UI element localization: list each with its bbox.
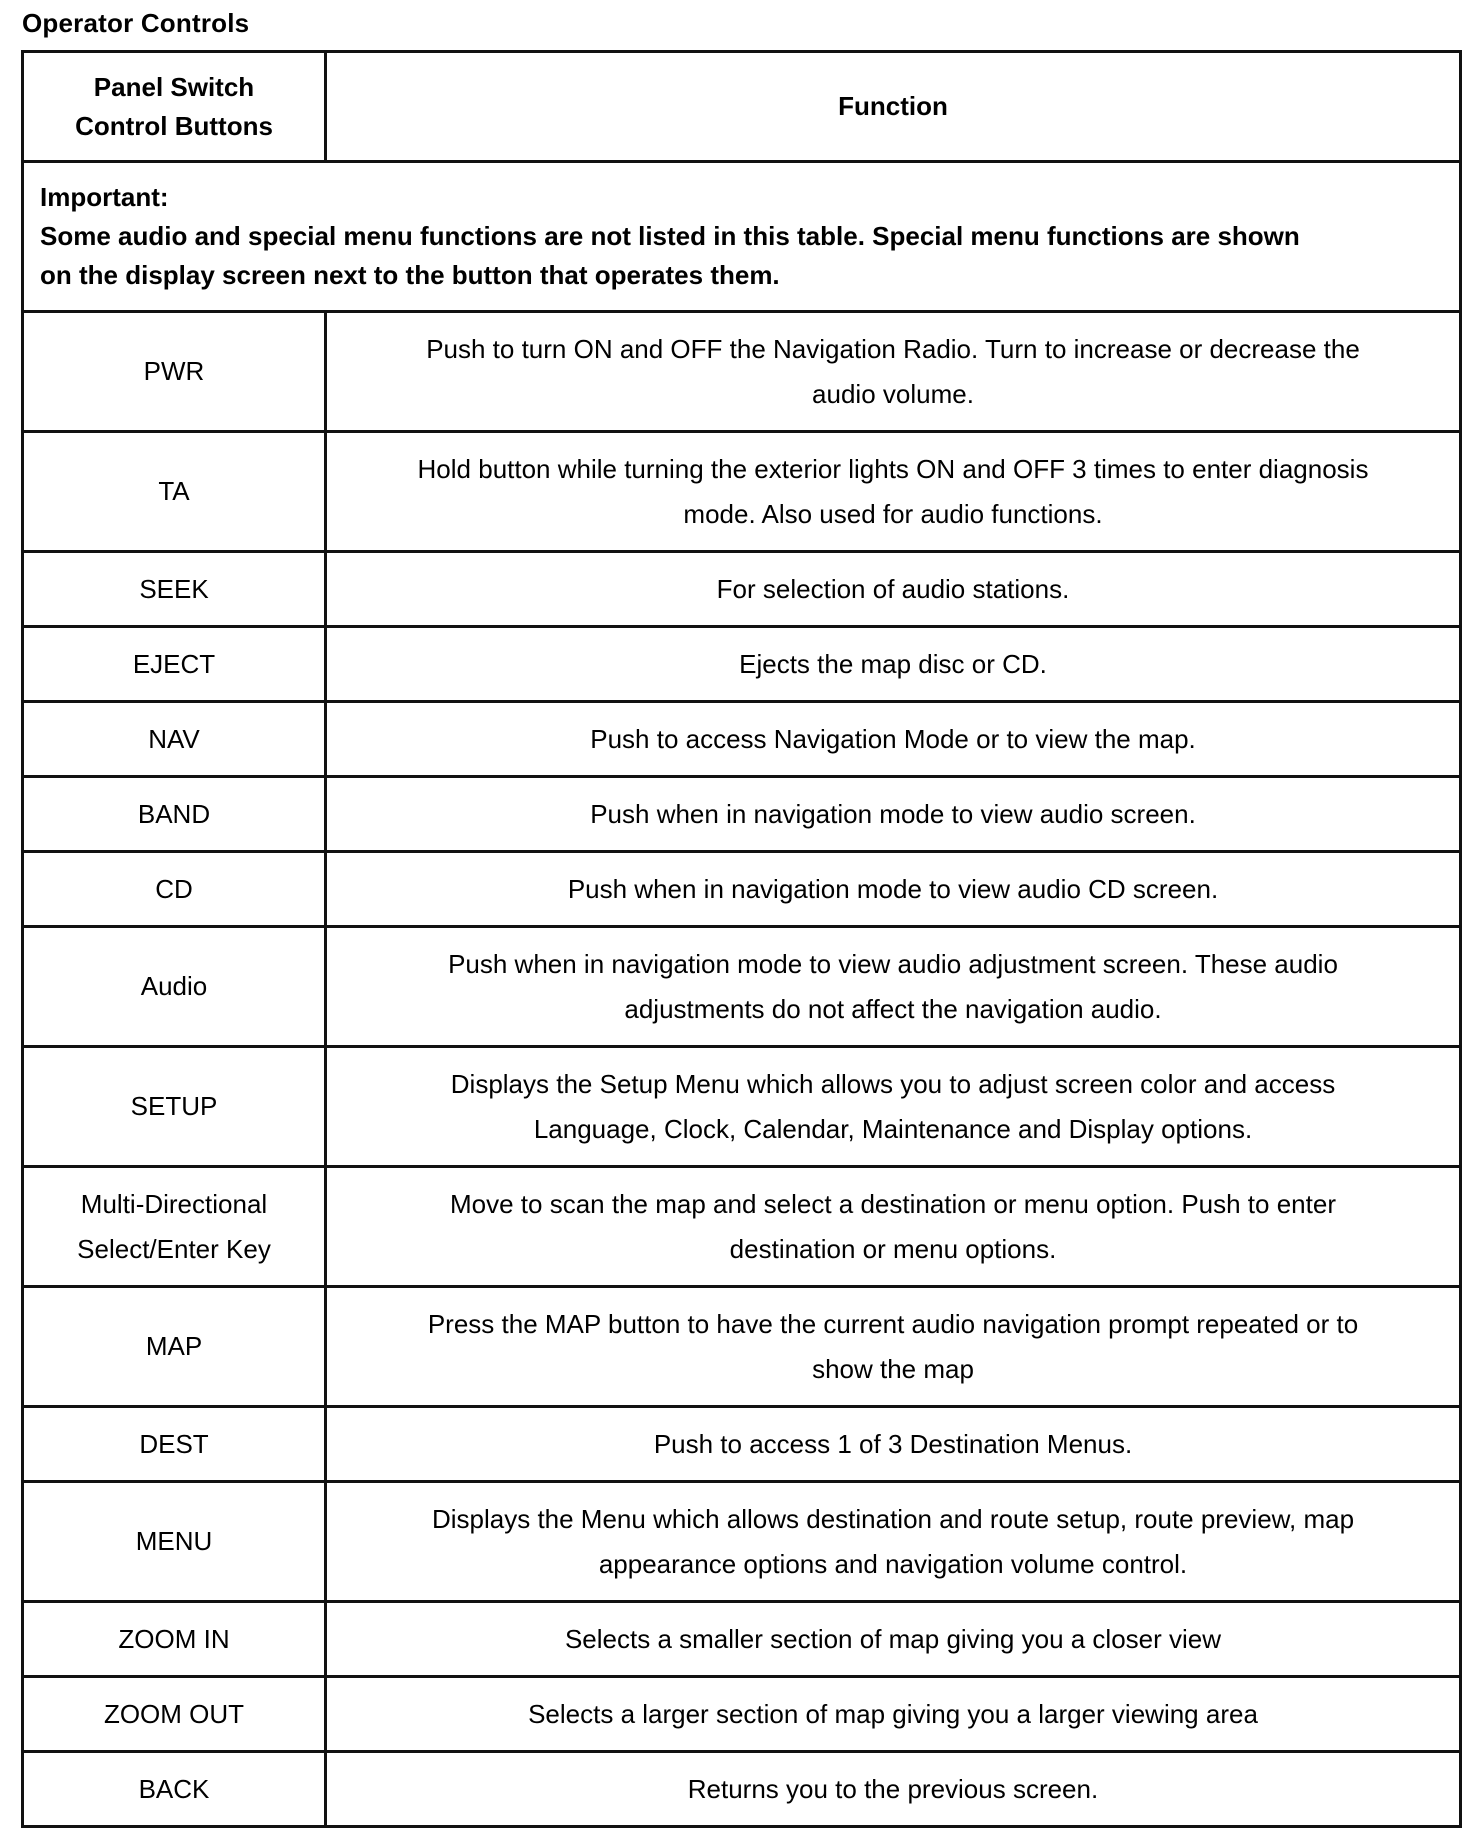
important-note	[23, 162, 1461, 312]
button-name-cell	[23, 852, 326, 927]
function-description: Hold button while turning the exterior lights ON and OFF 3 times to enter diagnosis	[417, 453, 1369, 484]
header-panel-switch-line2: Control Buttons	[75, 110, 273, 141]
important-text-line2: on the display screen next to the button that operates them.	[40, 260, 780, 290]
function-description-cell	[326, 1752, 1461, 1827]
table-row	[23, 1167, 1461, 1287]
button-name: SETUP	[130, 1091, 218, 1121]
table-row	[23, 552, 1461, 627]
button-name: MAP	[145, 1331, 203, 1361]
button-name-cell	[23, 702, 326, 777]
function-description: Ejects the map disc or CD.	[739, 648, 1047, 679]
button-name: Multi-Directional	[80, 1188, 268, 1219]
function-description: Move to scan the map and select a destination or menu option. Push to enter	[450, 1188, 1336, 1219]
important-note-row	[23, 162, 1461, 312]
function-description: destination or menu options.	[729, 1233, 1057, 1264]
important-text-line1: Some audio and special menu functions are not listed in this table. Special menu functions are shown	[40, 221, 1300, 251]
table-row	[23, 432, 1461, 552]
function-description-cell	[326, 1167, 1461, 1287]
table-row	[23, 1752, 1461, 1827]
function-description: appearance options and navigation volume control.	[598, 1548, 1188, 1579]
button-name-cell	[23, 927, 326, 1047]
important-label: Important:	[40, 182, 169, 212]
function-description: Push when in navigation mode to view audio screen.	[590, 798, 1196, 829]
table-row	[23, 1047, 1461, 1167]
table-row	[23, 627, 1461, 702]
header-panel-switch	[23, 52, 326, 162]
table-header-row	[23, 52, 1461, 162]
function-description: For selection of audio stations.	[716, 573, 1070, 604]
function-description-cell	[326, 777, 1461, 852]
button-name: ZOOM IN	[118, 1623, 230, 1654]
function-description-cell	[326, 1047, 1461, 1167]
function-description: Displays the Setup Menu which allows you to adjust screen color and access	[450, 1068, 1336, 1099]
button-name: CD	[155, 873, 193, 904]
button-name: NAV	[148, 723, 200, 754]
button-name: EJECT	[132, 648, 216, 679]
button-name: BACK	[138, 1773, 210, 1804]
function-description: Selects a larger section of map giving you a larger viewing area	[528, 1698, 1258, 1729]
button-name-cell	[23, 777, 326, 852]
function-description-cell	[326, 312, 1461, 432]
table-row	[23, 1482, 1461, 1602]
button-name: Audio	[140, 971, 208, 1001]
function-description: show the map	[812, 1353, 974, 1384]
button-name-cell	[23, 1287, 326, 1407]
table-row	[23, 312, 1461, 432]
function-description: mode. Also used for audio functions.	[683, 498, 1103, 529]
function-description-cell	[326, 1482, 1461, 1602]
button-name: ZOOM OUT	[103, 1698, 245, 1729]
button-name: BAND	[137, 798, 211, 829]
button-name-cell	[23, 1677, 326, 1752]
page-title: Operator Controls	[22, 8, 250, 38]
button-name-cell	[23, 1752, 326, 1827]
table-row	[23, 852, 1461, 927]
button-name-cell	[23, 1482, 326, 1602]
function-description-cell	[326, 1287, 1461, 1407]
function-description-cell	[326, 552, 1461, 627]
function-description-cell	[326, 1602, 1461, 1677]
table-row	[23, 1287, 1461, 1407]
function-description-cell	[326, 852, 1461, 927]
function-description: Push to access 1 of 3 Destination Menus.	[653, 1428, 1133, 1459]
function-description: Language, Clock, Calendar, Maintenance and Display options.	[533, 1113, 1253, 1144]
function-description-cell	[326, 627, 1461, 702]
button-name-cell	[23, 1602, 326, 1677]
function-description: adjustments do not affect the navigation audio.	[624, 993, 1162, 1024]
button-name: SEEK	[139, 573, 209, 604]
function-description: Selects a smaller section of map giving you a closer view	[564, 1623, 1222, 1654]
function-description: Push to turn ON and OFF the Navigation Radio. Turn to increase or decrease the	[426, 333, 1360, 364]
button-name-cell	[23, 432, 326, 552]
button-name-cell	[23, 1407, 326, 1482]
button-name: DEST	[139, 1428, 209, 1459]
function-description: Push when in navigation mode to view audio adjustment screen. These audio	[448, 948, 1338, 979]
table-row	[23, 702, 1461, 777]
function-description: audio volume.	[812, 378, 974, 409]
table-row	[23, 1407, 1461, 1482]
button-name-cell	[23, 627, 326, 702]
function-description: Displays the Menu which allows destination and route setup, route preview, map	[431, 1503, 1355, 1534]
button-name: TA	[158, 476, 190, 506]
table-row	[23, 1602, 1461, 1677]
function-description: Press the MAP button to have the current audio navigation prompt repeated or to	[427, 1308, 1359, 1339]
table-row	[23, 1677, 1461, 1752]
button-name-cell	[23, 1047, 326, 1167]
function-description-cell	[326, 1407, 1461, 1482]
operator-controls-table	[21, 50, 1462, 1828]
header-function: Function	[326, 52, 1461, 162]
button-name: PWR	[143, 356, 205, 386]
table-row	[23, 927, 1461, 1047]
function-description: Push to access Navigation Mode or to view the map.	[590, 723, 1196, 754]
function-description-cell	[326, 432, 1461, 552]
button-name-cell	[23, 552, 326, 627]
table-row	[23, 777, 1461, 852]
button-name: MENU	[135, 1526, 213, 1556]
button-name-cell	[23, 312, 326, 432]
function-description-cell	[326, 927, 1461, 1047]
button-name-cell	[23, 1167, 326, 1287]
function-description: Push when in navigation mode to view audio CD screen.	[567, 873, 1219, 904]
function-description-cell	[326, 702, 1461, 777]
header-panel-switch-line1: Panel Switch	[93, 71, 255, 102]
button-name: Select/Enter Key	[77, 1233, 271, 1264]
function-description: Returns you to the previous screen.	[687, 1773, 1099, 1804]
function-description-cell	[326, 1677, 1461, 1752]
